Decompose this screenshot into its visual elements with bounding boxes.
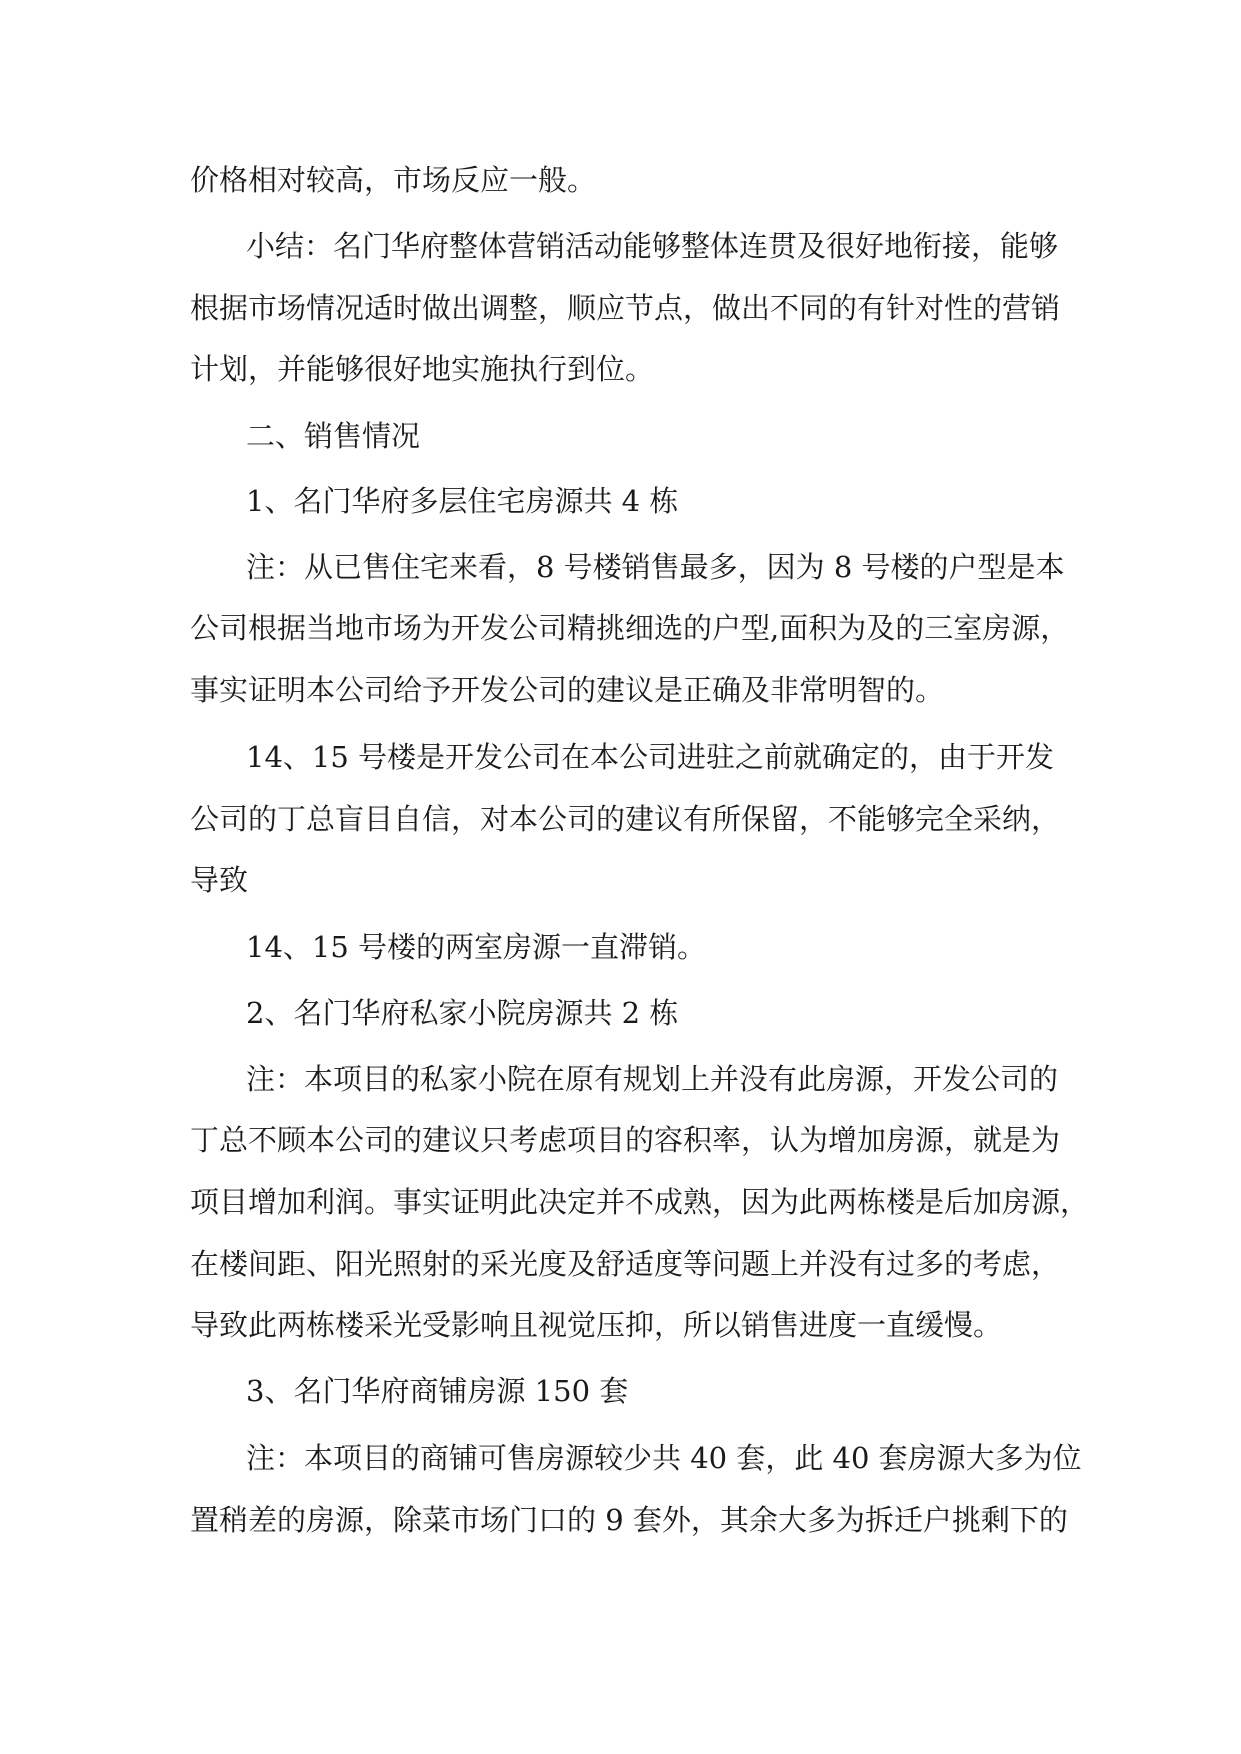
section-heading: 二、销售情况 (246, 419, 421, 453)
paragraph-line: 注：从已售住宅来看，8 号楼销售最多，因为 8 号楼的户型是本 (246, 550, 1065, 584)
paragraph-line: 14、15 号楼是开发公司在本公司进驻之前就确定的，由于开发 (246, 740, 1055, 774)
paragraph-line: 公司根据当地市场为开发公司精挑细选的户型,面积为及的三室房源， (190, 611, 1070, 645)
paragraph-line: 价格相对较高，市场反应一般。 (190, 163, 597, 197)
paragraph-line: 根据市场情况适时做出调整，顺应节点，做出不同的有针对性的营销 (190, 291, 1061, 325)
paragraph-line: 项目增加利润。事实证明此决定并不成熟，因为此两栋楼是后加房源， (190, 1185, 1090, 1219)
paragraph-line: 小结：名门华府整体营销活动能够整体连贯及很好地衔接，能够 (246, 229, 1059, 263)
subsection-heading: 2、名门华府私家小院房源共 2 栋 (246, 996, 679, 1030)
subsection-heading: 3、名门华府商铺房源 150 套 (246, 1374, 629, 1408)
paragraph-line: 注：本项目的私家小院在原有规划上并没有此房源，开发公司的 (246, 1062, 1059, 1096)
paragraph-line: 在楼间距、阳光照射的采光度及舒适度等问题上并没有过多的考虑， (190, 1247, 1061, 1281)
subsection-heading: 1、名门华府多层住宅房源共 4 栋 (246, 484, 679, 518)
paragraph-line: 14、15 号楼的两室房源一直滞销。 (246, 930, 707, 964)
paragraph-line: 注：本项目的商铺可售房源较少共 40 套，此 40 套房源大多为位 (246, 1441, 1082, 1475)
paragraph-line: 丁总不顾本公司的建议只考虑项目的容积率，认为增加房源，就是为 (190, 1123, 1061, 1157)
paragraph-line: 计划，并能够很好地实施执行到位。 (190, 352, 655, 386)
paragraph-line: 导致 (190, 863, 249, 897)
paragraph-line: 事实证明本公司给予开发公司的建议是正确及非常明智的。 (190, 673, 945, 707)
paragraph-line: 公司的丁总盲目自信，对本公司的建议有所保留，不能够完全采纳， (190, 802, 1061, 836)
paragraph-line: 导致此两栋楼采光受影响且视觉压抑，所以销售进度一直缓慢。 (190, 1308, 1003, 1342)
paragraph-line: 置稍差的房源，除菜市场门口的 9 套外，其余大多为拆迁户挑剩下的 (190, 1503, 1068, 1537)
